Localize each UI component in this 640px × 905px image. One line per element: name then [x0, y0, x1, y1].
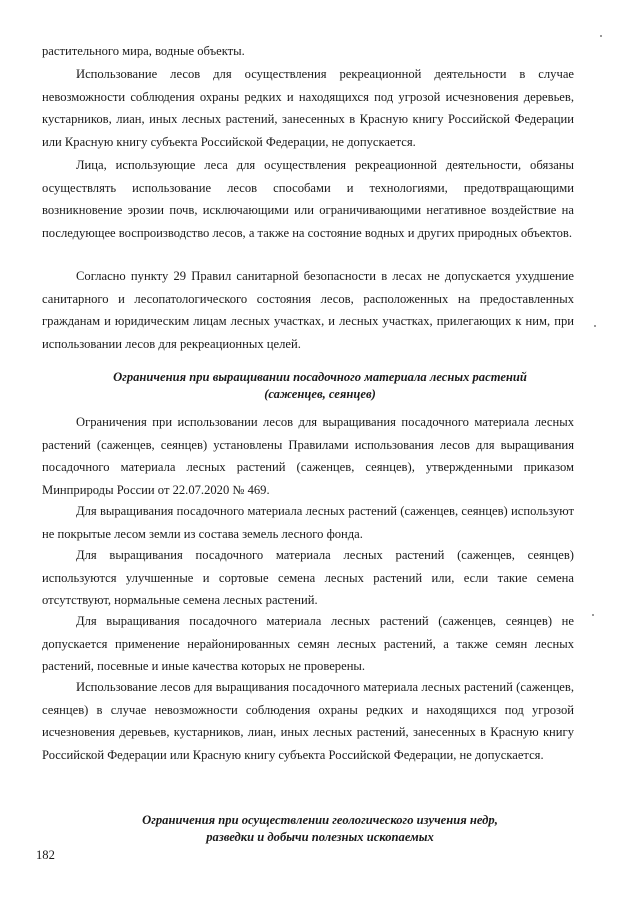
paragraph-seeds: Для выращивания посадочного материала лесных растений (саженцев, сеянцев) используются улучшенные и сортовые семена лесных растений или, если такие семена отсутствуют, нормальные семена лесных растений.: [42, 548, 574, 608]
scan-speck: [594, 325, 596, 327]
scan-speck: [600, 35, 602, 37]
heading-line: Ограничения при выращивании посадочного материала лесных растений: [113, 370, 527, 384]
heading-line: (саженцев, сеянцев): [264, 387, 376, 401]
paragraph-non-forested-land: Для выращивания посадочного материала лесных растений (саженцев, сеянцев) используют не покрытые лесом земли из состава земель лесного фонда.: [42, 504, 574, 541]
heading-line: разведки и добычи полезных ископаемых: [206, 830, 434, 844]
scan-speck: [592, 614, 594, 616]
heading-line: Ограничения при осуществлении геологического изучения недр,: [142, 813, 498, 827]
section-heading-planting-material: [90, 369, 550, 403]
page-number: 182: [36, 848, 55, 862]
paragraph-continuation: растительного мира, водные объекты.: [42, 44, 245, 58]
paragraph-recreation-red-book: Использование лесов для осуществления рекреационной деятельности в случае невозможности соблюдения охраны редких и находящихся под угрозой исчезновения деревьев, кустарников, лиан, иных лесных растений, занесенных в Красную книгу Российской Федерации или Красную книгу субъекта Российской Федерации, не допускается.: [42, 67, 574, 149]
paragraph-planting-restrictions: Ограничения при использовании лесов для выращивания посадочного материала лесных растений (саженцев, сеянцев) установлены Правилами использования лесов для выращивания посадочного материала лесных растений (саженцев, сеянцев), утвержденными приказом Минприроды России от 22.07.2020 № 469.: [42, 415, 574, 497]
paragraph-recreation-obligations: Лица, использующие леса для осуществления рекреационной деятельности, обязаны осуществлять использование лесов способами и технологиями, предотвращающими возникновение эрозии почв, исключающими или ограничивающими негативное воздействие на последующее воспроизводство лесов, а также на состояние водных и других природных объектов.: [42, 158, 574, 240]
paragraph-non-zoned-seeds: Для выращивания посадочного материала лесных растений (саженцев, сеянцев) не допускается применение нерайонированных семян лесных растений, а также семян лесных растений, посевные и иные качества которых не проверены.: [42, 614, 574, 674]
section-heading-geology: [90, 812, 550, 846]
paragraph-sanitary-rules: Согласно пункту 29 Правил санитарной безопасности в лесах не допускается ухудшение санитарного и лесопатологического состояния лесов, расположенных на предоставленных гражданам и юридическим лицам лесных участках, и лесных участках, прилегающих к ним, при использовании лесов для рекреационных целей.: [42, 269, 574, 351]
paragraph-planting-red-book: Использование лесов для выращивания посадочного материала лесных растений (саженцев, сеянцев) в случае невозможности соблюдения охраны редких и находящихся под угрозой исчезновения деревьев, кустарников, лиан, иных лесных растений, занесенных в Красную книгу Российской Федерации или Красную книгу субъекта Российской Федерации, не допускается.: [42, 680, 574, 762]
